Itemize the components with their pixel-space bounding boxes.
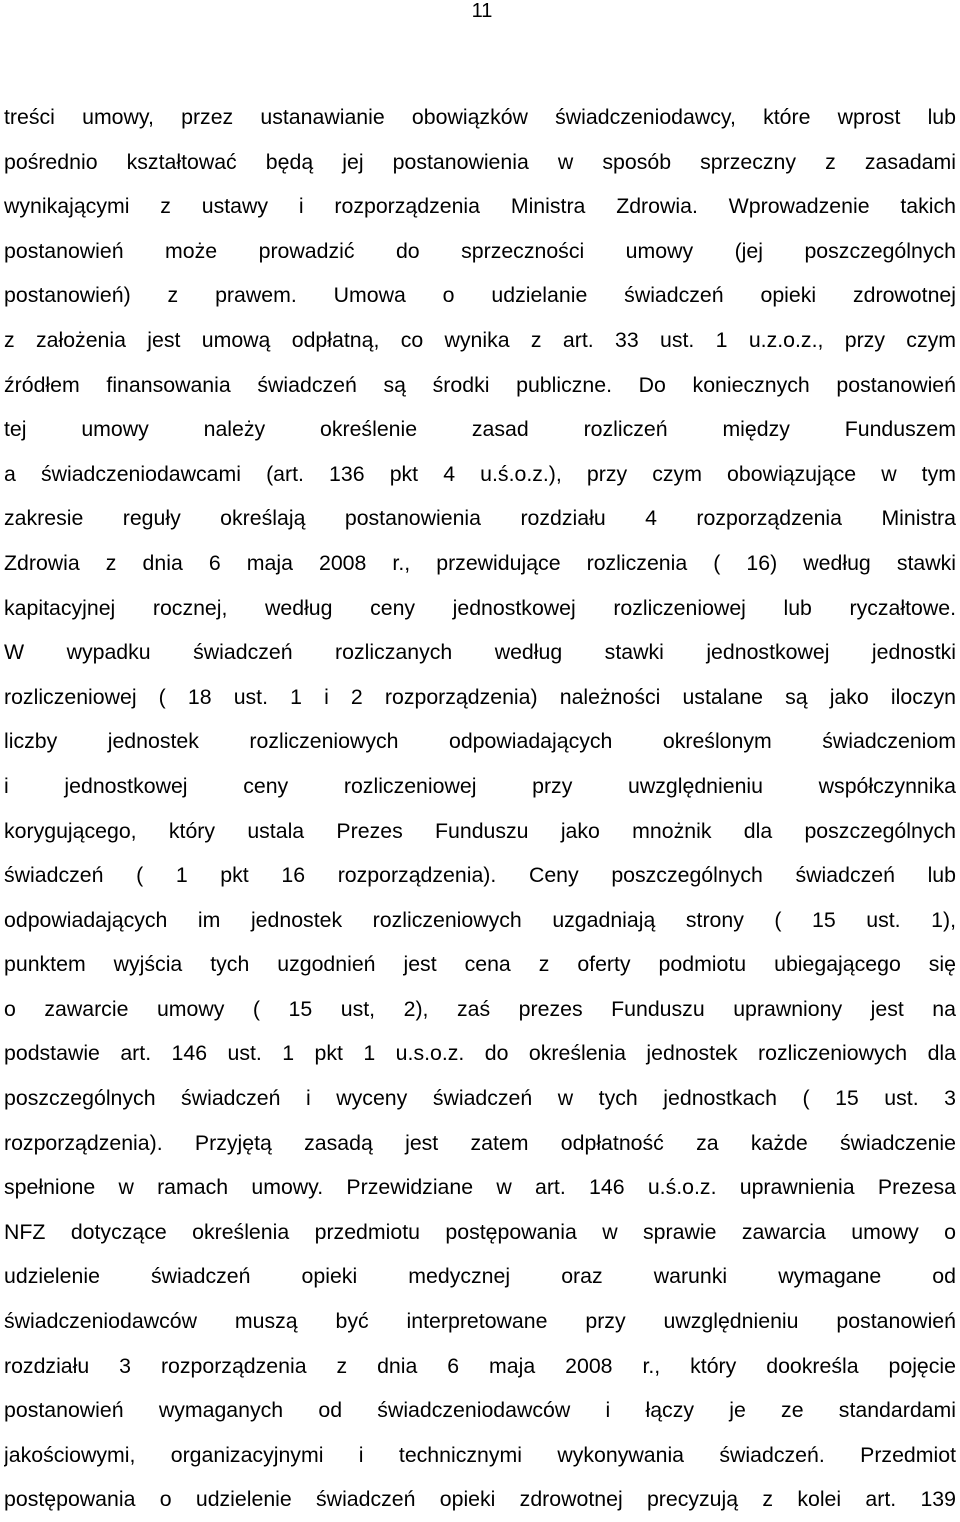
text-line: a świadczeniodawcami (art. 136 pkt 4 u.ś.o.z.), przy czym obowiązujące w tym — [4, 461, 956, 486]
page-number — [0, 0, 960, 22]
text-line: liczby jednostek rozliczeniowych odpowiadających określonym świadczeniom — [4, 729, 956, 754]
text-line: jakościowymi, organizacyjnymi i technicznymi wykonywania świadczeń. Przedmiot — [4, 1442, 956, 1467]
text-line: tej umowy należy określenie zasad rozliczeń między Funduszem — [4, 417, 956, 442]
text-line: odpowiadających im jednostek rozliczeniowych uzgadniają strony ( 15 ust. 1), — [4, 907, 956, 932]
page-number-text: 11 — [471, 0, 493, 22]
text-line: z założenia jest umową odpłatną, co wynika z art. 33 ust. 1 u.z.o.z., przy czym — [4, 327, 956, 352]
text-line: pośrednio kształtować będą jej postanowienia w sposób sprzeczny z zasadami — [4, 149, 956, 174]
text-line: postępowania o udzielenie świadczeń opieki zdrowotnej precyzują z kolei art. 139 — [4, 1487, 956, 1512]
text-line: postanowień) z prawem. Umowa o udzielanie świadczeń opieki zdrowotnej — [4, 283, 956, 308]
text-line: i jednostkowej ceny rozliczeniowej przy uwzględnieniu współczynnika — [4, 773, 956, 798]
text-line: spełnione w ramach umowy. Przewidziane w art. 146 u.ś.o.z. uprawnienia Prezesa — [4, 1175, 956, 1200]
text-line: zakresie reguły określają postanowienia rozdziału 4 rozporządzenia Ministra — [4, 506, 956, 531]
text-line: kapitacyjnej rocznej, według ceny jednostkowej rozliczeniowej lub ryczałtowe. — [4, 595, 956, 620]
text-line: świadczeń ( 1 pkt 16 rozporządzenia). Ceny poszczególnych świadczeń lub — [4, 863, 956, 888]
text-line: źródłem finansowania świadczeń są środki publiczne. Do koniecznych postanowień — [4, 372, 956, 397]
text-line: punktem wyjścia tych uzgodnień jest cena z oferty podmiotu ubiegającego się — [4, 952, 956, 977]
text-line: podstawie art. 146 ust. 1 pkt 1 u.s.o.z. do określenia jednostek rozliczeniowych dla — [4, 1041, 956, 1066]
text-line: NFZ dotyczące określenia przedmiotu postępowania w sprawie zawarcia umowy o — [4, 1219, 956, 1244]
text-line: rozdziału 3 rozporządzenia z dnia 6 maja 2008 r., który dookreśla pojęcie — [4, 1353, 956, 1378]
text-line: rozporządzenia). Przyjętą zasadą jest zatem odpłatność za każde świadczenie — [4, 1130, 956, 1155]
text-line: Zdrowia z dnia 6 maja 2008 r., przewidujące rozliczenia ( 16) według stawki — [4, 550, 956, 575]
text-line: udzielenie świadczeń opieki medycznej oraz warunki wymagane od — [4, 1264, 956, 1289]
text-line: W wypadku świadczeń rozliczanych według stawki jednostkowej jednostki — [4, 640, 956, 665]
text-line: o zawarcie umowy ( 15 ust, 2), zaś prezes Funduszu uprawniony jest na — [4, 996, 956, 1021]
text-line: postanowień wymaganych od świadczeniodawców i łączy je ze standardami — [4, 1398, 956, 1423]
text-line: treści umowy, przez ustanawianie obowiązków świadczeniodawcy, które wprost lub — [4, 105, 956, 129]
text-line: świadczeniodawców muszą być interpretowane przy uwzględnieniu postanowień — [4, 1309, 956, 1334]
text-line: korygującego, który ustala Prezes Funduszu jako mnożnik dla poszczególnych — [4, 818, 956, 843]
text-line: wynikającymi z ustawy i rozporządzenia Ministra Zdrowia. Wprowadzenie takich — [4, 194, 956, 219]
text-line: poszczególnych świadczeń i wyceny świadczeń w tych jednostkach ( 15 ust. 3 — [4, 1086, 956, 1111]
body-paragraph — [4, 95, 956, 1522]
text-line: postanowień może prowadzić do sprzeczności umowy (jej poszczególnych — [4, 238, 956, 263]
text-line: rozliczeniowej ( 18 ust. 1 i 2 rozporządzenia) należności ustalane są jako iloczyn — [4, 684, 956, 709]
